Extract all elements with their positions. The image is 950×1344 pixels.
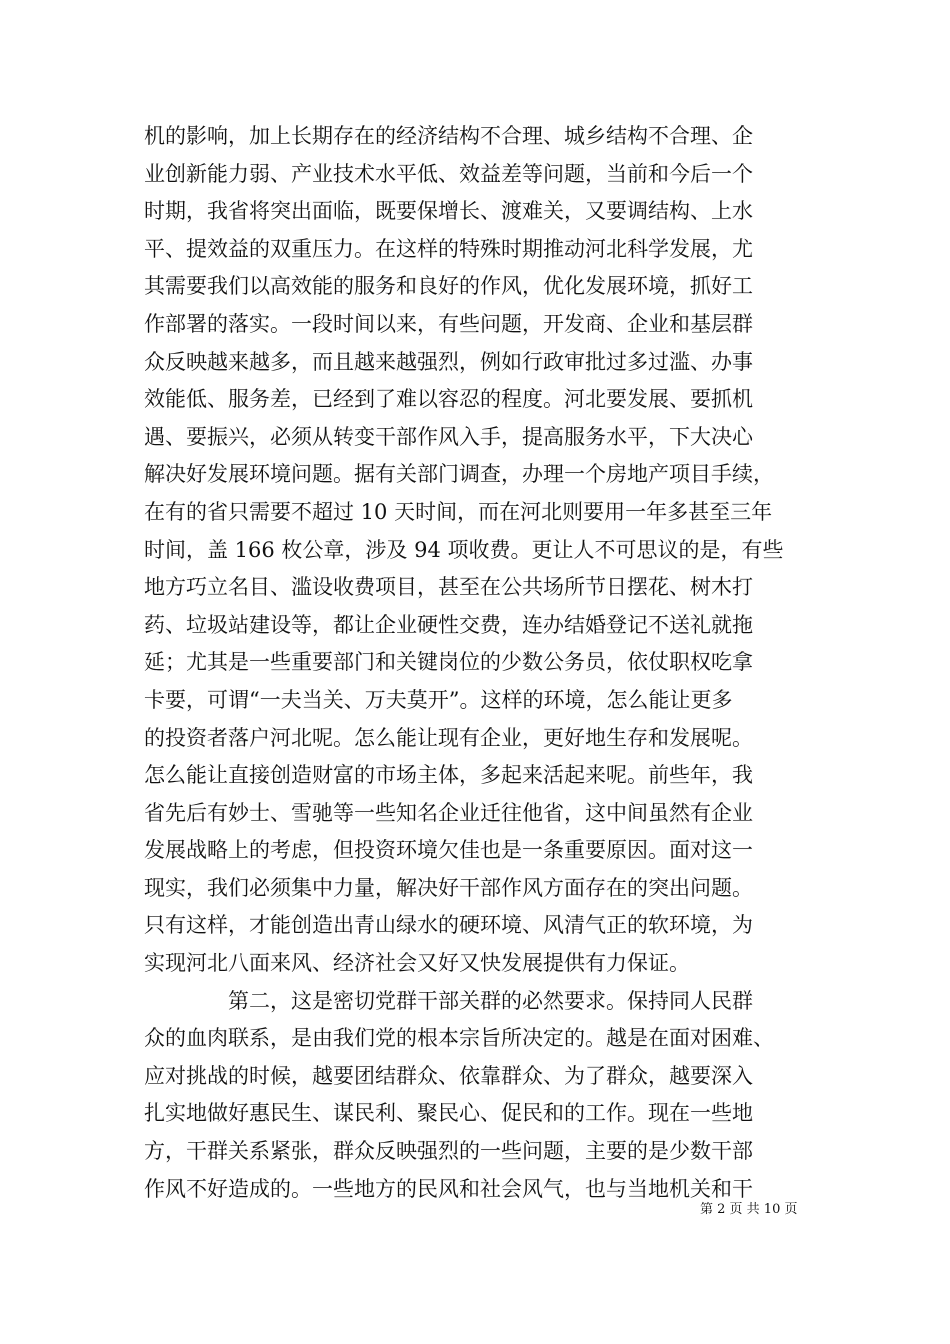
text-line: 地方巧立名目、滥设收费项目，甚至在公共场所节日摆花、树木打 xyxy=(144,575,753,600)
text-line: 众的血肉联系，是由我们党的根本宗旨所决定的。越是在面对困难、 xyxy=(144,1026,774,1051)
text-line: 的投资者落户河北呢。怎么能让现有企业，更好地生存和发展呢。 xyxy=(144,725,753,750)
text-line: 在有的省只需要不超过 10 天时间，而在河北则要用一年多甚至三年 xyxy=(144,499,773,524)
text-line: 效能低、服务差，已经到了难以容忍的程度。河北要发展、要抓机 xyxy=(144,387,753,412)
text-line: 机的影响，加上长期存在的经济结构不合理、城乡结构不合理、企 xyxy=(144,124,753,148)
text-line: 众反映越来越多，而且越来越强烈，例如行政审批过多过滥、办事 xyxy=(144,349,753,374)
text-line: 平、提效益的双重压力。在这样的特殊时期推动河北科学发展，尤 xyxy=(144,236,753,261)
text-line: 只有这样，才能创造出青山绿水的硬环境、风清气正的软环境，为 xyxy=(144,913,753,938)
page-footer: 第 2 页 共 10 页 xyxy=(700,1202,798,1217)
text-line: 解决好发展环境问题。据有关部门调查，办理一个房地产项目手续， xyxy=(144,462,774,487)
text-line: 发展战略上的考虑，但投资环境欠佳也是一条重要原因。面对这一 xyxy=(144,838,753,863)
text-line: 扎实地做好惠民生、谋民利、聚民心、促民和的工作。现在一些地 xyxy=(144,1101,753,1126)
text-line: 方，干群关系紧张，群众反映强烈的一些问题，主要的是少数干部 xyxy=(144,1139,753,1164)
text-line: 延；尤其是一些重要部门和关键岗位的少数公务员，依仗职权吃拿 xyxy=(144,650,753,675)
text-line: 业创新能力弱、产业技术水平低、效益差等问题，当前和今后一个 xyxy=(144,161,753,186)
text-line: 现实，我们必须集中力量，解决好干部作风方面存在的突出问题。 xyxy=(144,875,753,900)
text-line: 怎么能让直接创造财富的市场主体，多起来活起来呢。前些年，我 xyxy=(144,763,753,788)
text-line: 作部署的落实。一段时间以来，有些问题，开发商、企业和基层群 xyxy=(144,311,753,336)
text-line: 遇、要振兴，必须从转变干部作风入手，提高服务水平，下大决心 xyxy=(144,424,753,449)
text-line: 时间，盖 166 枚公章，涉及 94 项收费。更让人不可思议的是，有些 xyxy=(144,537,784,562)
text-line: 卡要，可谓“一夫当关、万夫莫开”。这样的环境，怎么能让更多 xyxy=(144,687,733,712)
body-text xyxy=(144,118,812,1208)
text-line: 作风不好造成的。一些地方的民风和社会风气，也与当地机关和干 xyxy=(144,1176,753,1201)
text-line: 其需要我们以高效能的服务和良好的作风，优化发展环境，抓好工 xyxy=(144,274,753,299)
text-line: 实现河北八面来风、经济社会又好又快发展提供有力保证。 xyxy=(144,951,690,976)
text-line: 应对挑战的时候，越要团结群众、依靠群众、为了群众，越要深入 xyxy=(144,1063,753,1088)
paragraph-start-line: 第二，这是密切党群干部关群的必然要求。保持同人民群 xyxy=(144,988,753,1013)
text-line: 药、垃圾站建设等，都让企业硬性交费，连办结婚登记不送礼就拖 xyxy=(144,612,753,637)
text-line: 时期，我省将突出面临，既要保增长、渡难关，又要调结构、上水 xyxy=(144,199,753,224)
text-line: 省先后有妙士、雪驰等一些知名企业迁往他省，这中间虽然有企业 xyxy=(144,800,753,825)
